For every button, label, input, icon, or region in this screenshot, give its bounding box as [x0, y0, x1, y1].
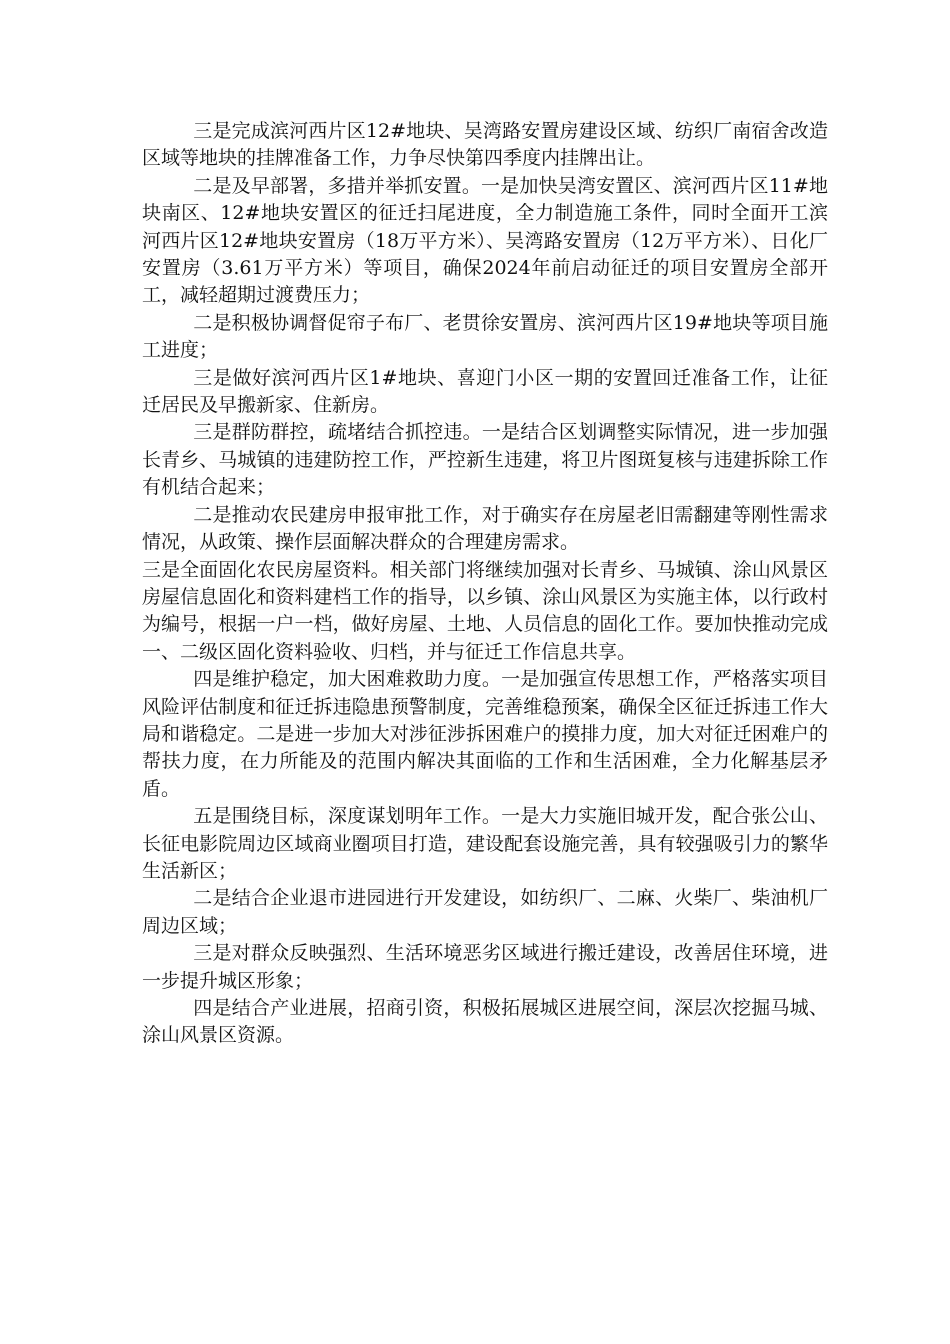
- paragraph-4: 三是做好滨河西片区1#地块、喜迎门小区一期的安置回迁准备工作，让征迁居民及早搬新家、住新房。: [142, 366, 828, 417]
- paragraph-3: 二是积极协调督促帘子布厂、老贯徐安置房、滨河西片区19#地块等项目施工进度；: [142, 311, 828, 362]
- paragraph-7: 三是全面固化农民房屋资料。相关部门将继续加强对长青乡、马城镇、涂山风景区房屋信息固化和资料建档工作的指导，以乡镇、涂山风景区为实施主体，以行政村为编号，根据一户一档，做好房屋、土地、人员信息的固化工作。要加快推动完成一、二级区固化资料验收、归档，并与征迁工作信息共享。: [142, 558, 828, 663]
- paragraph-2: 二是及早部署，多措并举抓安置。一是加快吴湾安置区、滨河西片区11#地块南区、12#地块安置区的征迁扫尾进度，全力制造施工条件，同时全面开工滨河西片区12#地块安置房（18万平方米）、吴湾路安置房（12万平方米）、日化厂安置房（3.61万平方米）等项目，确保2024年前启动征迁的项目安置房全部开工，减轻超期过渡费压力；: [142, 174, 828, 307]
- paragraph-6: 二是推动农民建房申报审批工作，对于确实存在房屋老旧需翻建等刚性需求情况，从政策、操作层面解决群众的合理建房需求。: [142, 503, 828, 554]
- document-body: [142, 118, 828, 1050]
- paragraph-1: 三是完成滨河西片区12#地块、吴湾路安置房建设区域、纺织厂南宿舍改造区域等地块的挂牌准备工作，力争尽快第四季度内挂牌出让。: [142, 120, 828, 170]
- paragraph-12: 四是结合产业进展，招商引资，积极拓展城区进展空间，深层次挖掘马城、涂山风景区资源。: [142, 997, 828, 1047]
- paragraph-8: 四是维护稳定，加大困难救助力度。一是加强宣传思想工作，严格落实项目风险评估制度和征迁拆违隐患预警制度，完善维稳预案，确保全区征迁拆违工作大局和谐稳定。二是进一步加大对涉征涉拆困难户的摸排力度，加大对征迁困难户的帮扶力度，在力所能及的范围内解决其面临的工作和生活困难，全力化解基层矛盾。: [142, 668, 828, 800]
- paragraph-9: 五是围绕目标，深度谋划明年工作。一是大力实施旧城开发，配合张公山、长征电影院周边区域商业圈项目打造，建设配套设施完善，具有较强吸引力的繁华生活新区；: [142, 805, 828, 882]
- paragraph-10: 二是结合企业退市进园进行开发建设，如纺织厂、二麻、火柴厂、柴油机厂周边区域；: [142, 887, 828, 937]
- paragraph-5: 三是群防群控，疏堵结合抓控违。一是结合区划调整实际情况，进一步加强长青乡、马城镇的违建防控工作，严控新生违建，将卫片图斑复核与违建拆除工作有机结合起来；: [142, 421, 828, 499]
- paragraph-11: 三是对群众反映强烈、生活环境恶劣区域进行搬迁建设，改善居住环境，进一步提升城区形象；: [142, 942, 828, 992]
